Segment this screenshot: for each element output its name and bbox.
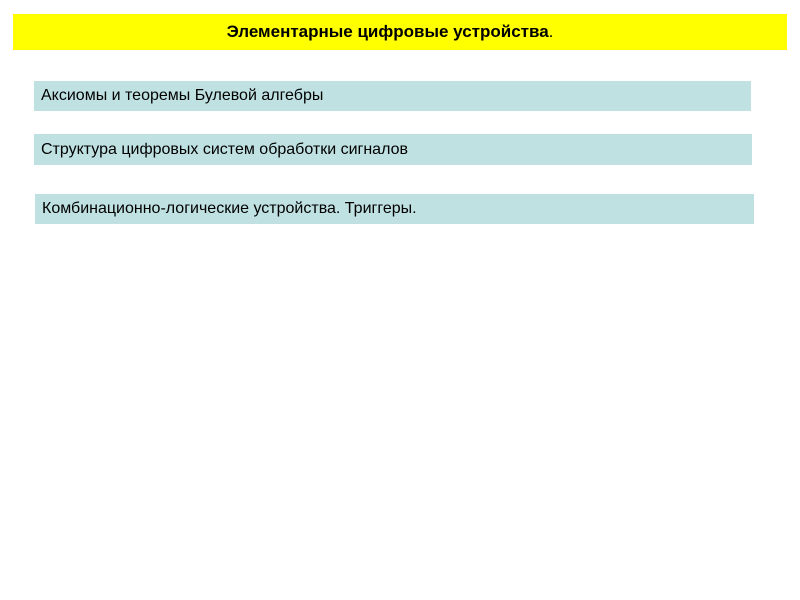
topic-link-boolean-algebra[interactable] <box>34 81 751 111</box>
topic-link-combinational-logic-triggers[interactable] <box>35 194 754 224</box>
slide-title-text: Элементарные цифровые устройства <box>226 22 549 41</box>
topic-label: Аксиомы и теоремы Булевой алгебры <box>41 87 324 104</box>
topic-label: Комбинационно-логические устройства. Триггеры. <box>42 200 417 217</box>
slide-title-bar <box>13 14 787 50</box>
topic-link-digital-systems-structure[interactable] <box>34 134 752 165</box>
topic-label: Структура цифровых систем обработки сигналов <box>41 140 408 158</box>
slide-title <box>227 22 574 42</box>
slide-title-period: . <box>548 22 554 41</box>
